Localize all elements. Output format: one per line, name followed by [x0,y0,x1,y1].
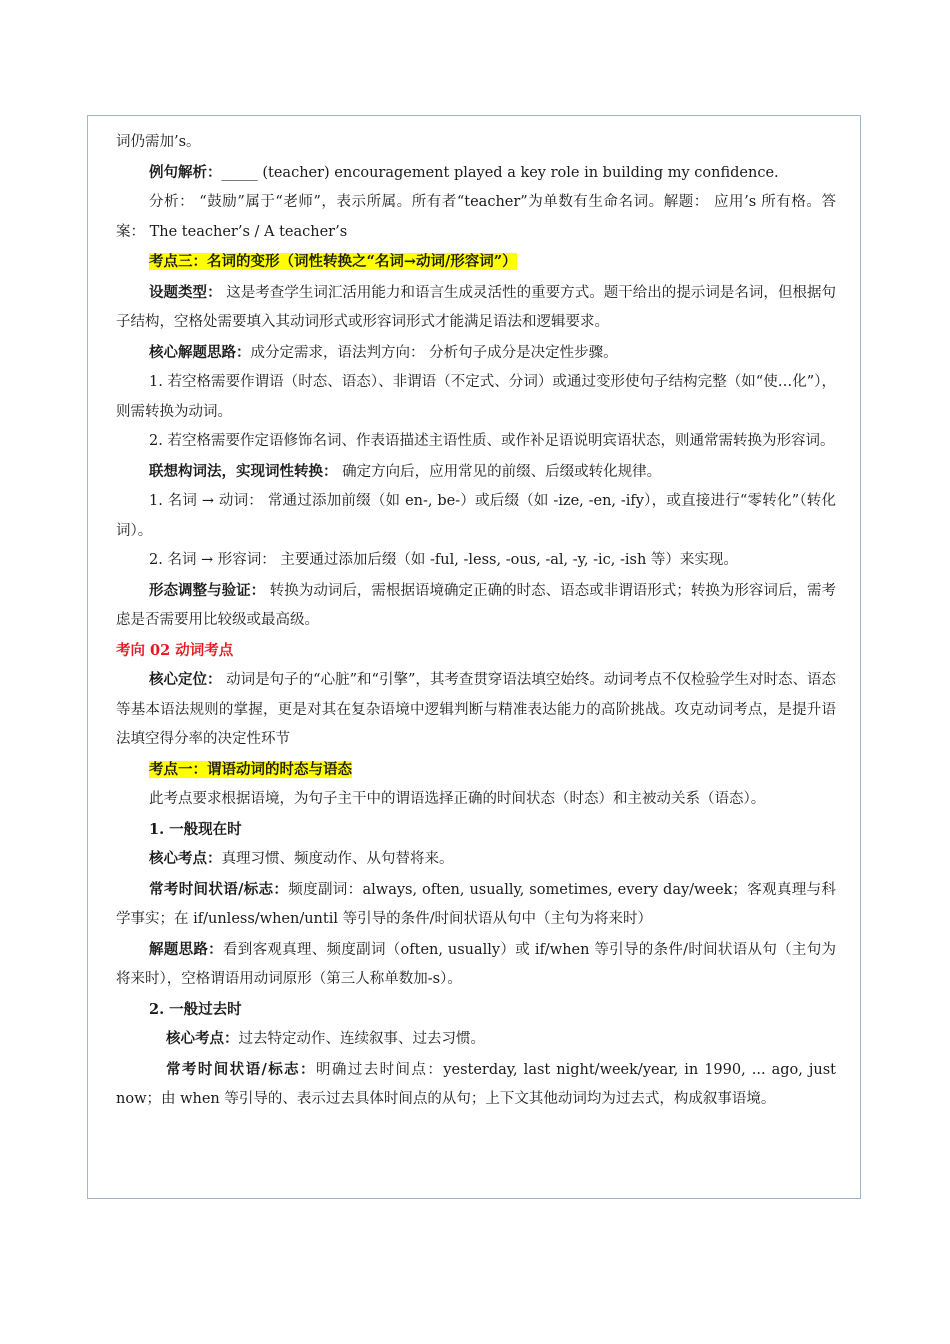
label: 设题类型： [149,283,222,301]
text: 看到客观真理、频度副词（often, usually）或 if/when 等引导的条件/时间状语从句（主句为将来时），空格谓语用动词原形（第三人称单数加-s）。 [116,941,837,987]
label: 核心考点： [166,1030,239,1047]
label: 解题思路： [149,940,223,958]
label: 形态调整与验证： [149,581,266,599]
label: 联想构词法，实现词性转换： [149,462,338,480]
label: 核心解题思路： [149,343,251,361]
paragraph [116,844,836,875]
paragraph [116,665,836,755]
paragraph [116,278,836,338]
paragraph [116,1024,836,1055]
label: 常考时间状语/标志： [166,1060,316,1078]
paragraph: 2. 若空格需要作定语修饰名词、作表语描述主语性质、或作补足语说明宾语状态，则通常需转换为形容词。 [149,433,835,449]
text: _____ (teacher) encouragement played a key role in building my confidence. [221,164,779,181]
heading [116,247,836,278]
text: 过去特定动作、连续叙事、过去习惯。 [238,1031,485,1047]
paragraph [116,338,836,369]
paragraph [116,158,836,189]
paragraph: 分析： “鼓励”属于“老师”，表示所属。所有者“teacher”为单数有生命名词。解题： 应用’s 所有格。答案： The teacher’s / A teacher’s [116,194,836,240]
text: 明确过去时间点：yesterday, last night/week/year, in 1990, ... ago, just now；由 when 等引导的、表示过去具体时间点的从句；上下文其他动词均为过去式，构成叙事语境。 [116,1061,836,1107]
paragraph [116,935,836,995]
highlighted-heading: 考点一：谓语动词的时态与语态 [149,760,352,778]
subheading: 1. 一般现在时 [149,820,242,838]
text: 频度副词：always, often, usually, sometimes, every day/week；客观真理与科学事实；在 if/unless/when/until 等引导的条件/时间状语从句中（主句为将来时） [116,881,836,927]
paragraph: 1. 若空格需要作谓语（时态、语态）、非谓语（不定式、分词）或通过变形使句子结构完整（如“使…化”），则需转换为动词。 [116,374,836,420]
paragraph [116,1055,836,1115]
heading [116,755,836,786]
highlighted-heading: 考点三：名词的变形（词性转换之“名词→动词/形容词”） [149,253,517,270]
paragraph [116,875,836,935]
paragraph: 词仍需加’s。 [116,134,201,150]
text: 真理习惯、频度动作、从句替将来。 [221,851,454,867]
document-body [116,128,836,1115]
paragraph: 此考点要求根据语境，为句子主干中的谓语选择正确的时间状态（时态）和主被动关系（语态）。 [149,791,766,807]
text: 成分定需求，语法判方向： 分析句子成分是决定性步骤。 [250,344,618,361]
paragraph: 2. 名词 → 形容词： 主要通过添加后缀（如 -ful, -less, -ous, -al, -y, -ic, -ish 等）来实现。 [149,552,738,568]
label: 核心定位： [149,671,222,688]
text: 动词是句子的“心脏”和“引擎”，其考查贯穿语法填空始终。动词考点不仅检验学生对时态、语态等基本语法规则的掌握，更是对其在复杂语境中逻辑判断与精准表达能力的高阶挑战。攻克动词考点，是提升语法填空得分率的决定性环节 [116,672,836,747]
text: 确定方向后，应用常见的前缀、后缀或转化规律。 [337,463,662,480]
paragraph: 1. 名词 → 动词： 常通过添加前缀（如 en-, be-）或后缀（如 -ize, -en, -ify），或直接进行“零转化”（转化词）。 [116,493,836,539]
section-heading: 考向 02 动词考点 [116,641,234,659]
text: 这是考查学生词汇活用能力和语言生成灵活性的重要方式。题干给出的提示词是名词，但根据句子结构，空格处需要填入其动词形式或形容词形式才能满足语法和逻辑要求。 [116,284,837,330]
label: 例句解析： [149,163,222,181]
label: 核心考点： [149,850,222,867]
paragraph [116,457,836,488]
paragraph [116,576,836,636]
label: 常考时间状语/标志： [149,880,289,898]
subheading: 2. 一般过去时 [149,1000,242,1018]
text: 转换为动词后，需根据语境确定正确的时态、语态或非谓语形式；转换为形容词后，需考虑是否需要用比较级或最高级。 [116,582,837,628]
